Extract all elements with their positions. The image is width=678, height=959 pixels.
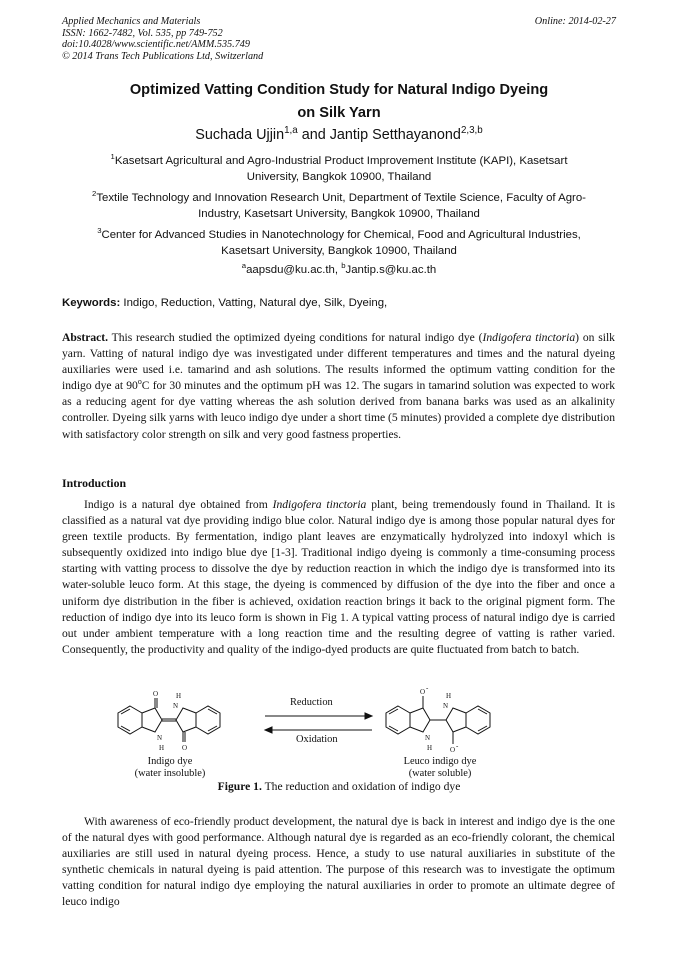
indigo-pyrrole-ring-left xyxy=(142,708,162,732)
affiliation-3: $^3$Center for Advanced Studies in Nanotechnology for Chemical, Food and Agricultural Industries, Kasetsart University, Bangkok 10900, Thailand xyxy=(97,226,581,257)
email-b: Jantip.s@ku.ac.th xyxy=(345,264,437,276)
affiliation-2: $^2$Textile Technology and Innovation Research Unit, Department of Textile Science, Faculty of Agro- Industry, Kasetsart University, Bangkok 10900, Thailand xyxy=(92,189,586,220)
leuco-indigo-dye-label: Leuco indigo dye (water soluble) xyxy=(403,756,477,779)
atom-o-right: O xyxy=(182,744,188,752)
author-emails: $^a$aapsdu@ku.ac.th, $^b$Jantip.s@ku.ac.th xyxy=(241,261,437,276)
intro-paragraph-2: With awareness of eco-friendly product development, the natural dye is back in interest and indigo dye is the one of the natural dyes with good performance. Although natural dye is regarded as an eco-friendly colorant, the chemical auxiliaries are still used in natural dyeing process. Hence, a study to use natural auxiliaries in substitute of the synthetic chemicals in natural dyeing is paid attention. The purpose of this research was to investigate the optimum vatting condition for natural indigo dye employing the natural auxiliaries in order to promote an ultimate degree of leuco indigo xyxy=(62,815,615,909)
author-1: Suchada Ujjin xyxy=(195,127,285,143)
abstract: Abstract. This research studied the optimized dyeing conditions for natural indigo dye (Indigofera tinctoria) on silk yarn. Vatting of natural indigo dye was investigated under different temperatures and times and the natural dyeing auxiliaries were used i.e. tamarind and ash solutions. The results informed the optimum vatting condition for the indigo dye at 90$^o$C for 30 minutes and the optimum pH was 12. The sugars in tamarind solution was expected to work as a reducing agent for dye vatting whereas the ash solution derived from banana barks was used as an alkalinity controller. Dyeing silk yarns with leuco indigo dye under a short time (5 minutes) provided a complete dye distribution with satisfactory color strength on silk and very good fastness properties. xyxy=(62,331,616,441)
reaction-scheme-diagram xyxy=(100,686,580,766)
atom-n-top: N xyxy=(173,702,179,710)
online-date: Online: 2014-02-27 xyxy=(534,16,616,27)
author-2-affil: 2,3,b xyxy=(460,125,483,137)
affiliation-1: $^1$Kasetsart Agricultural and Agro-Industrial Product Improvement Institute (KAPI), Kasetsart University, Bangkok 10900, Thailand xyxy=(110,152,568,183)
author-1-affil: 1,a xyxy=(284,125,298,137)
oxidation-label: Oxidation xyxy=(296,734,338,745)
paper-title-line2: on Silk Yarn xyxy=(297,105,381,121)
figure-1-caption xyxy=(62,780,616,793)
atom-ominus-top: O xyxy=(420,688,426,696)
minus-top: - xyxy=(426,686,429,692)
atom-h-leuco-top: H xyxy=(446,692,452,700)
leuco-pyrrole-ring-right xyxy=(446,708,466,732)
figure-1-caption-text: The reduction and oxidation of indigo dye xyxy=(261,780,461,793)
reduction-label: Reduction xyxy=(290,697,333,708)
atom-o-left: O xyxy=(153,690,159,698)
keywords-label: Keywords: xyxy=(62,297,121,309)
journal-name: Applied Mechanics and Materials xyxy=(62,16,201,27)
leuco-benzene-ring-left xyxy=(386,706,410,734)
atom-h-leuco-bottom: H xyxy=(427,744,433,752)
atom-n-leuco-top: N xyxy=(443,702,449,710)
issn-line: ISSN: 1662-7482, Vol. 535, pp 749-752 xyxy=(62,27,223,39)
atom-h-bottom: H xyxy=(159,744,165,752)
atom-h-top: H xyxy=(176,692,182,700)
copyright-line: © 2014 Trans Tech Publications Ltd, Switzerland xyxy=(62,50,264,62)
indigo-dye-label: Indigo dye (water insoluble) xyxy=(134,756,206,779)
indigo-benzene-ring-right xyxy=(196,706,220,734)
intro-paragraph-1: Indigo is a natural dye obtained from Indigofera tinctoria plant, being tremendously found in Thailand. It is classified as a natural vat dye providing indigo blue color. Natural indigo dye is among those popular natural dyes for green textile products. By fermentation, indigo plant leaves are enzymatically hydrolyzed into indoxyl which is subsequently oxidized into indigo blue dye [1-3]. Traditional indigo dyeing is commonly a time-consuming process starting with vatting process to dissolve the dye by reduction reaction in which the indigo dye is transformed into its water-soluble leuco form. At this stage, the dyeing is commenced by diffusion of the dye into the fiber and once a uniform dye distribution in the fiber is achieved, oxidation reaction brings it back to the original pigment form. The reduction of indigo dye into its leuco form is shown in Fig 1. A typical vatting process of natural indigo dye is carried out under ambient temperature with a long reaction time and the resulting degree of vatting is rather varied. Consequently, the productivity and quality of the indigo-dyed products are quite fluctuated from batch to batch. xyxy=(62,498,615,656)
doi-line: doi:10.4028/www.scientific.net/AMM.535.749 xyxy=(62,39,250,51)
indigo-benzene-ring-left xyxy=(118,706,142,734)
section-heading-introduction: Introduction xyxy=(62,476,127,490)
keywords-text: Indigo, Reduction, Vatting, Natural dye, Silk, Dyeing, xyxy=(120,297,388,309)
minus-bottom: - xyxy=(456,742,459,750)
paper-title-line1: Optimized Vatting Condition Study for Natural Indigo Dyeing xyxy=(129,82,549,98)
author-line xyxy=(62,127,616,143)
atom-n-bottom: N xyxy=(157,734,163,742)
author-2: Jantip Setthayanond xyxy=(329,127,461,143)
leuco-pyrrole-ring-left xyxy=(410,708,430,732)
keywords xyxy=(62,297,387,309)
atom-ominus-bottom: O xyxy=(450,746,456,754)
figure-1-label: Figure 1. xyxy=(217,780,262,793)
indigo-pyrrole-ring-right xyxy=(176,708,196,732)
email-a: aapsdu@ku.ac.th, xyxy=(246,264,342,276)
abstract-label: Abstract. xyxy=(62,331,109,344)
author-and: and xyxy=(297,127,330,143)
journal-header xyxy=(62,16,263,62)
atom-n-leuco-bottom: N xyxy=(425,734,431,742)
leuco-benzene-ring-right xyxy=(466,706,490,734)
